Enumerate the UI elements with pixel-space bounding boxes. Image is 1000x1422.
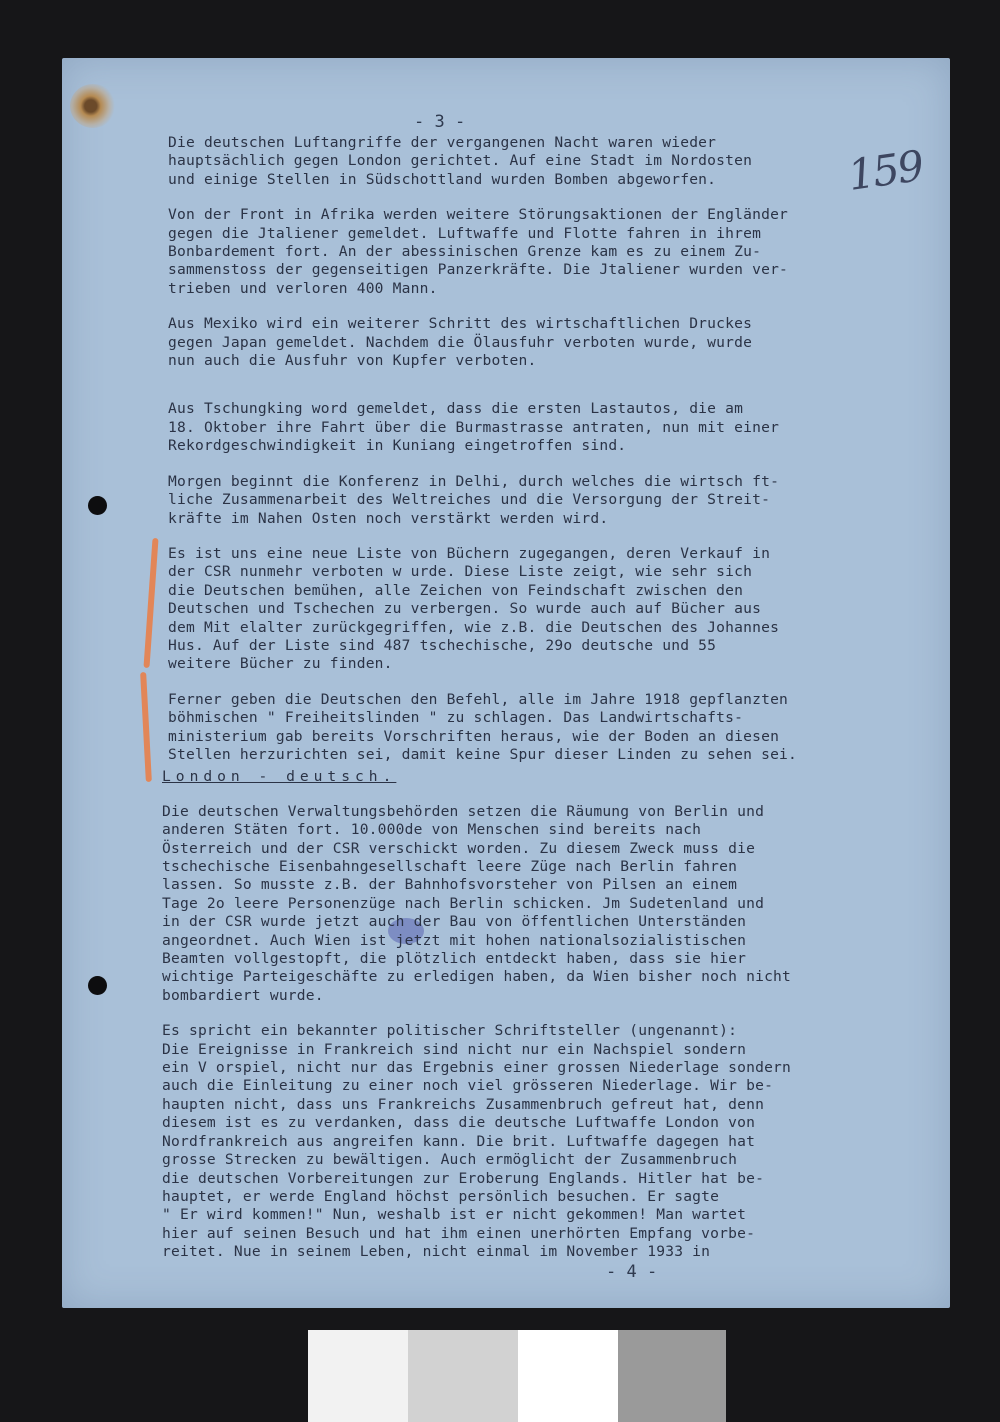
- rust-stain: [70, 84, 116, 128]
- paragraph-mexico: Aus Mexiko wird ein weiterer Schritt des wirtschaftlichen Druckes gegen Japan gemeldet. Nachdem die Ölausfuhr verboten wurde, wurde nun auch die Ausfuhr von Kupfer verboten.: [168, 315, 753, 370]
- section-heading-london: London - deutsch.: [162, 768, 397, 786]
- calibration-swatch-1: [308, 1330, 408, 1422]
- paragraph-tschungking: Aus Tschungking word gemeldet, dass die ersten Lastautos, die am 18. Oktober ihre Fahrt über die Burmastrasse antraten, nun mit einer Rekordgeschwindigkeit in Kuniang eingetroffen sind.: [168, 400, 780, 455]
- paragraph-delhi-conference: Morgen beginnt die Konferenz in Delhi, durch welches die wirtsch ft- liche Zusammenarbeit des Weltreiches und die Versorgung der Streit- kräfte im Nahen Osten noch verstärkt werden wird.: [168, 472, 780, 527]
- handwritten-archive-number: 159: [844, 141, 926, 200]
- paragraph-writer-quote: Es spricht ein bekannter politischer Schriftsteller (ungenannt): Die Ereignisse in Frankreich sind nicht nur ein Nachspiel sondern ein V orspiel, nicht nur das Ergebnis einer grossen Niederlage sondern auch die Einleitung zu einer noch viel grösseren Niederlage. Wir be- haupten nicht, dass uns Frankreichs Zusammenbruch gefreut hat, denn diesem ist es zu verdanken, dass die deutsche Luftwaffe London von Nordfrankreich aus angreifen kann. Die brit. Luftwaffe dagegen hat grosse Strecken zu bewältigen. Auch ermöglicht der Zusammenbruch die deutschen Vorbereitungen zur Eroberung Englands. Hitler hat be- hauptet, er werde England höchst persönlich besuchen. Er sagte " Er wird kommen!" Nun, weshalb ist er nicht gekommen! Man wartet hier auf seinen Besuch und hat ihm einen unerhörten Empfang vorbe- reitet. Nue in seinem Leben, nicht einmal im November 1933 in: [162, 1022, 792, 1261]
- page-number-top: - 3 -: [414, 112, 466, 132]
- typed-body: [162, 134, 948, 1279]
- calibration-swatch-3: [518, 1330, 618, 1422]
- paragraph-africa-front: Von der Front in Afrika werden weitere Störungsaktionen der Engländer gegen die Jtaliener gemeldet. Luftwaffe und Flotte fahren in ihrem Bonbardement fort. An der abessinischen Grenze kam es zu einem Zu- sammenstoss der gegenseitigen Panzerkräfte. Die Jtaliener wurden ver- trieben und verloren 400 Mann.: [168, 206, 789, 297]
- punch-hole-upper: [88, 496, 107, 515]
- calibration-swatch-4: [618, 1330, 726, 1422]
- paragraph-freedom-lindens: Ferner geben die Deutschen den Befehl, alle im Jahre 1918 gepflanzten böhmischen " Freiheitslinden " zu schlagen. Das Landwirtschafts- ministerium gab bereits Vorschriften heraus, wie der Boden an diesen Stellen herzurichten sei, damit keine Spur dieser Linden zu sehen sei.: [168, 690, 798, 763]
- punch-hole-lower: [88, 976, 107, 995]
- paragraph-berlin-evacuation: Die deutschen Verwaltungsbehörden setzen die Räumung von Berlin und anderen Stäten fort. 10.000de von Menschen sind bereits nach Österreich und der CSR verschickt worden. Zu diesem Zweck muss die tschechische Eisenbahngesellschaft leere Züge nach Berlin fahren lassen. So musste z.B. der Bahnhofsvorsteher von Pilsen an einem Tage 2o leere Personenzüge nach Berlin schicken. Jm Sudetenland und in der CSR wurde jetzt auch der Bau von öffentlichen Unterständen angeordnet. Auch Wien ist jetzt mit hohen nationalsozialistischen Beamten vollgestopft, die plötzlich entdeckt haben, dass sie hier wichtige Parteigeschäfte zu erledigen haben, da Wien bisher noch nicht bombardiert wurde.: [162, 802, 792, 1004]
- page-number-bottom: - 4 -: [606, 1262, 658, 1282]
- paragraph-book-list: Es ist uns eine neue Liste von Büchern zugegangen, deren Verkauf in der CSR nunmehr verboten w urde. Diese Liste zeigt, wie sehr sich die Deutschen bemühen, alle Zeichen von Feindschaft zwischen den Deutschen und Tschechen zu verbergen. So wurde auch auf Bücher aus dem Mit elalter zurückgegriffen, wie z.B. die Deutschen des Johannes Hus. Auf der Liste sind 487 tschechische, 29o deutsche und 55 weitere Bücher zu finden.: [168, 544, 780, 673]
- calibration-swatch-2: [408, 1330, 518, 1422]
- paragraph-air-raids: Die deutschen Luftangriffe der vergangenen Nacht waren wieder hauptsächlich gegen London gerichtet. Auf eine Stadt im Nordosten und einige Stellen in Südschottland wurden Bomben abgeworfen.: [168, 134, 753, 188]
